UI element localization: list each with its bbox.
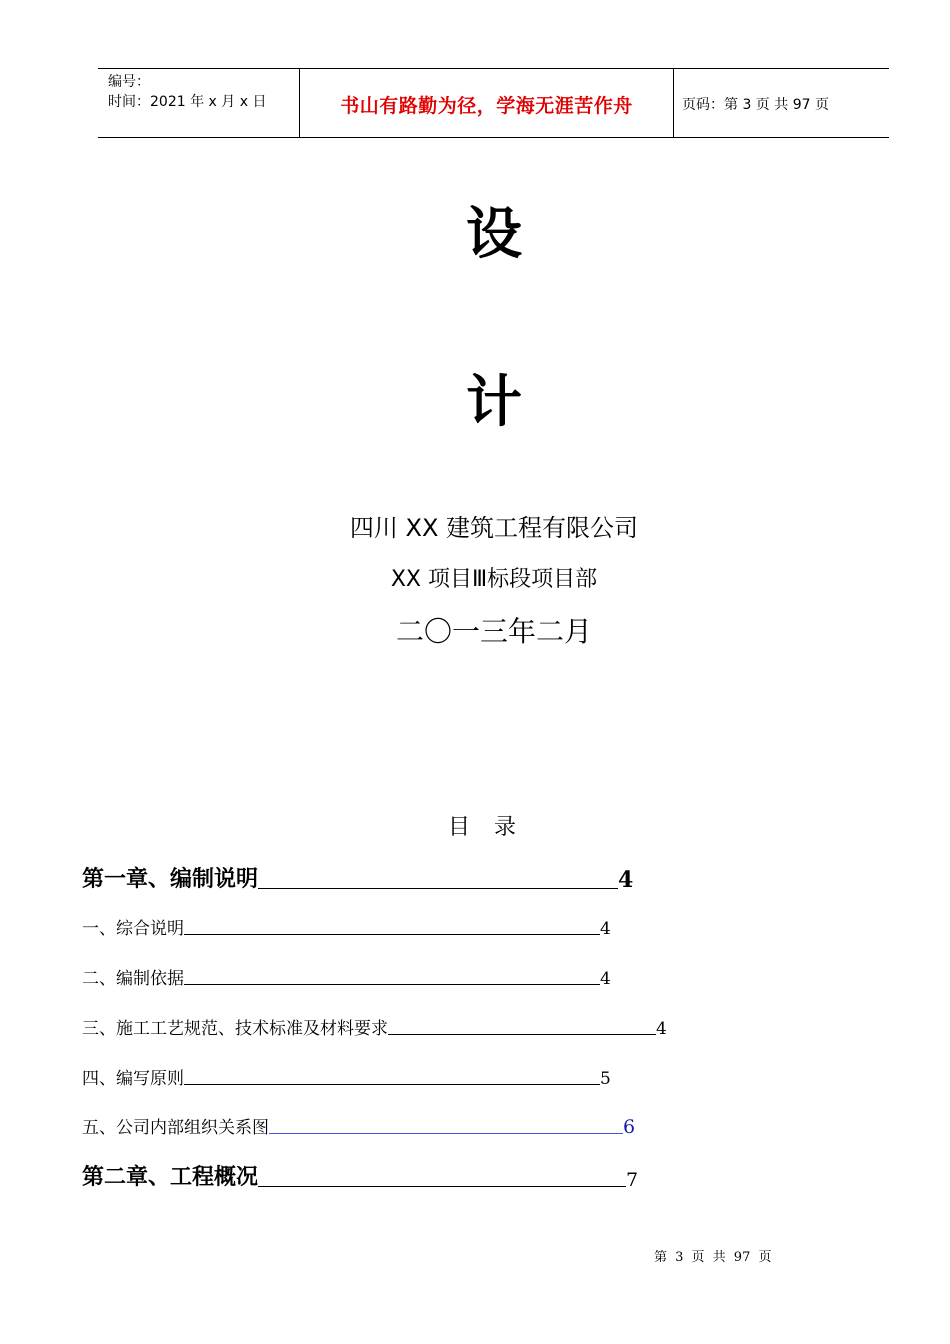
toc-leader-line [269, 1132, 623, 1134]
toc-entry-page-link[interactable]: 6 [623, 1116, 636, 1138]
project-department: XX 项目Ⅲ标段项目部 [390, 567, 598, 592]
toc-entry-page: 4 [600, 969, 611, 989]
toc-entry-page: 4 [656, 1019, 667, 1039]
header-motto: 书山有路勤为径，学海无涯苦作舟 [340, 95, 633, 117]
toc-entry-label: 三、施工工艺规范、技术标准及材料要求 [82, 1019, 388, 1039]
header-meta-cell [98, 69, 299, 137]
toc-entry-section-4[interactable] [82, 1064, 611, 1089]
header-motto-cell [299, 69, 674, 137]
toc-leader-line [258, 887, 618, 889]
page-footer: 第 3 页 共 97 页 [654, 1250, 772, 1265]
toc-leader-line [184, 933, 600, 935]
toc-entry-page: 5 [600, 1069, 611, 1089]
header-time-label: 时间：2021 年 x 月 x 日 [108, 94, 267, 110]
toc-entry-section-5[interactable] [82, 1113, 635, 1138]
toc-title: 目录 [447, 815, 540, 840]
page-header [98, 68, 889, 138]
document-date: 二〇一三年二月 [395, 615, 592, 648]
toc-entry-page: 4 [600, 919, 611, 939]
toc-entry-label: 四、编写原则 [82, 1069, 184, 1089]
title-char-2: 计 [466, 369, 522, 435]
toc-entry-label: 第一章、编制说明 [82, 866, 259, 892]
header-page-info: 页码：第 3 页 共 97 页 [682, 97, 829, 113]
toc-entry-label: 一、综合说明 [82, 919, 184, 939]
toc-entry-chapter-1[interactable] [82, 862, 633, 893]
toc-leader-line [258, 1185, 626, 1187]
header-page-cell [674, 69, 889, 137]
toc-leader-line [184, 1083, 600, 1085]
toc-entry-label: 第二章、工程概况 [82, 1164, 259, 1190]
toc-entry-chapter-2[interactable] [82, 1160, 638, 1191]
company-name: 四川 XX 建筑工程有限公司 [349, 514, 639, 542]
toc-leader-line [184, 983, 600, 985]
toc-entry-section-2[interactable] [82, 964, 611, 989]
header-number-label: 编号： [108, 74, 150, 90]
toc-entry-page: 4 [618, 867, 634, 893]
toc-entry-section-1[interactable] [82, 914, 611, 939]
toc-entry-page: 7 [626, 1169, 639, 1191]
toc-leader-line [388, 1033, 656, 1035]
toc-entry-section-3[interactable] [82, 1014, 667, 1039]
toc-entry-label: 五、公司内部组织关系图 [82, 1118, 269, 1138]
toc-entry-label: 二、编制依据 [82, 969, 184, 989]
title-char-1: 设 [466, 201, 522, 267]
